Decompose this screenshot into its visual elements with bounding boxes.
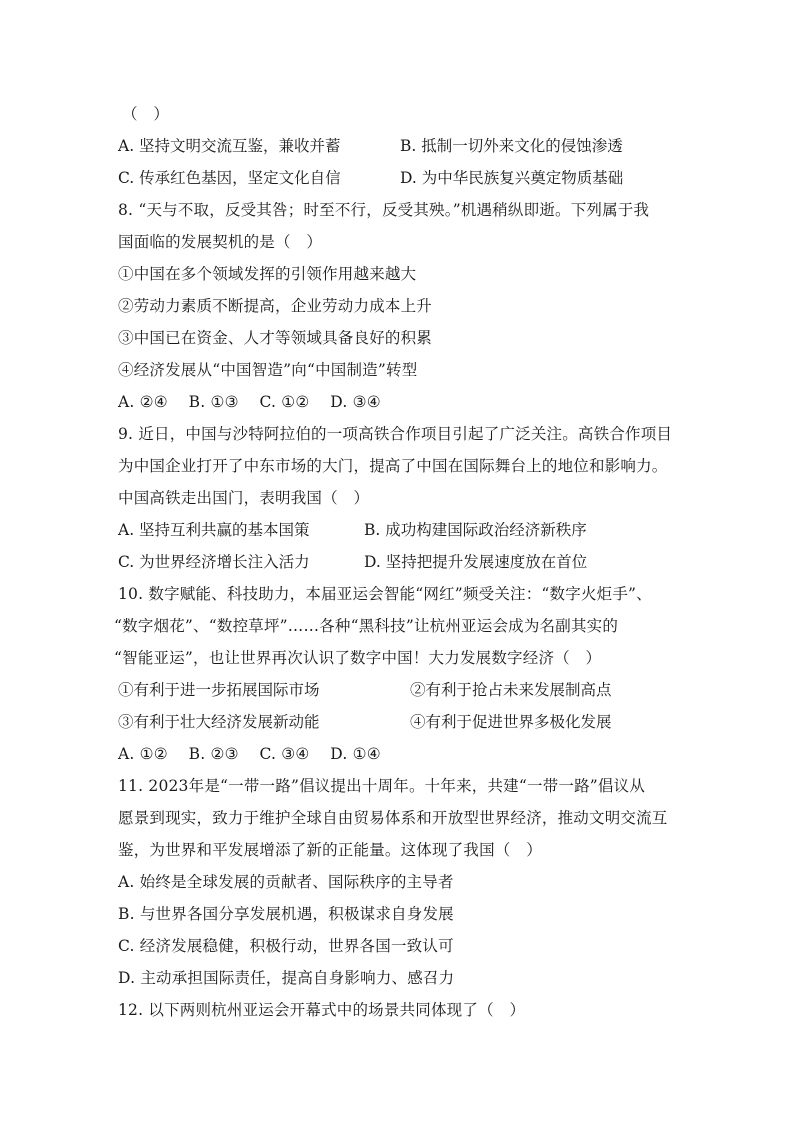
q9-stem-line-2: 为中国企业打开了中东市场的大门，提高了中国在国际舞台上的地位和影响力。 <box>118 457 668 475</box>
q8-stem-line-2: 国面临的发展契机的是（ ） <box>118 233 323 251</box>
q9-option-c: C. 为世界经济增长注入活力 <box>118 553 310 571</box>
q10-stem-line-3: “智能亚运”，也让世界再次认识了数字中国！大力发展数字经济（ ） <box>114 649 602 667</box>
q8-stem-line-1: 8. “天与不取，反受其咎；时至不行，反受其殃。”机遇稍纵即逝。下列属于我 <box>118 201 650 219</box>
q7-option-d: D. 为中华民族复兴奠定物质基础 <box>400 169 624 187</box>
q8-choices: A. ②④ B. ①③ C. ①② D. ③④ <box>118 393 381 411</box>
q11-option-c: C. 经济发展稳健，积极行动，世界各国一致认可 <box>118 937 454 955</box>
q9-stem-line-3: 中国高铁走出国门，表明我国（ ） <box>118 489 370 507</box>
q11-option-a: A. 始终是全球发展的贡献者、国际秩序的主导者 <box>118 873 454 891</box>
q12-stem-line-1: 12. 以下两则杭州亚运会开幕式中的场景共同体现了（ ） <box>118 1001 526 1019</box>
q11-stem-line-1: 11. 2023年是“一带一路”倡议提出十周年。十年来，共建“一带一路”倡议从 <box>118 777 646 795</box>
q10-choices: A. ①② B. ②③ C. ③④ D. ①④ <box>118 745 381 763</box>
q8-item-3: ③中国已在资金、人才等领域具备良好的积累 <box>118 329 433 347</box>
q10-stem-line-1: 10. 数字赋能、科技助力，本届亚运会智能“网红”频受关注：“数字火炬手”、 <box>118 585 652 603</box>
q10-item-1: ①有利于进一步拓展国际市场 <box>118 681 320 699</box>
q7-option-b: B. 抵制一切外来文化的侵蚀渗透 <box>400 137 623 155</box>
q9-option-d: D. 坚持把提升发展速度放在首位 <box>364 553 588 571</box>
q9-option-a: A. 坚持互利共赢的基本国策 <box>118 521 310 539</box>
q8-item-4: ④经济发展从“中国智造”向“中国制造”转型 <box>118 361 418 379</box>
q7-option-a: A. 坚持文明交流互鉴，兼收并蓄 <box>118 137 341 155</box>
q10-stem-line-2: “数字烟花”、“数控草坪”……各种“黑科技”让杭州亚运会成为名副其实的 <box>114 617 619 635</box>
q11-option-d: D. 主动承担国际责任，提高自身影响力、感召力 <box>118 969 455 987</box>
q8-item-2: ②劳动力素质不断提高，企业劳动力成本上升 <box>118 297 433 315</box>
q10-item-2: ②有利于抢占未来发展制高点 <box>410 681 612 699</box>
q11-stem-line-2: 愿景到现实，致力于维护全球自由贸易体系和开放型世界经济，推动文明交流互 <box>118 809 668 827</box>
q8-item-1: ①中国在多个领域发挥的引领作用越来越大 <box>118 265 417 283</box>
q11-stem-line-3: 鉴，为世界和平发展增添了新的正能量。这体现了我国（ ） <box>118 841 542 859</box>
q9-option-b: B. 成功构建国际政治经济新秩序 <box>364 521 587 539</box>
q11-option-b: B. 与世界各国分享发展机遇，积极谋求自身发展 <box>118 905 454 923</box>
q7-answer-paren: （ ） <box>122 105 170 123</box>
q9-stem-line-1: 9. 近日，中国与沙特阿拉伯的一项高铁合作项目引起了广泛关注。高铁合作项目 <box>118 425 673 443</box>
q10-item-3: ③有利于壮大经济发展新动能 <box>118 713 320 731</box>
q7-option-c: C. 传承红色基因，坚定文化自信 <box>118 169 341 187</box>
q10-item-4: ④有利于促进世界多极化发展 <box>410 713 612 731</box>
